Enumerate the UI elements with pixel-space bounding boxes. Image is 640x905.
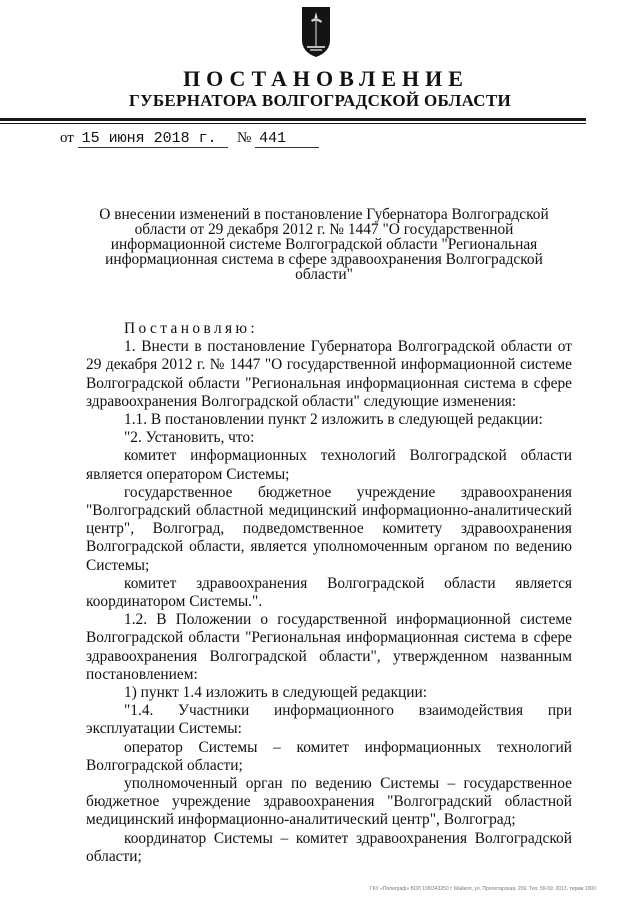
date-value: 15 июня 2018 г. <box>78 130 228 148</box>
subject-heading: О внесении изменений в постановление Губернатора Волгоградской области от 29 декабря 2012 г. № 1447 "О государственной информационной системе Волгоградской области "Региональная информационная система в сфере здравоохранения Волгоградской области" <box>99 206 549 283</box>
date-label: от <box>60 130 74 146</box>
header-rule-thin <box>0 123 586 124</box>
body-paragraph: уполномоченный орган по ведению Системы – государственное бюджетное учреждение здравоохранения "Волгоградский областной медицинский информационно-аналитический центр", Волгоград; <box>86 775 572 829</box>
number-value: 441 <box>255 130 319 148</box>
body-paragraph: 1.2. В Положении о государственной информационной системе Волгоградской области "Региональная информационная система в сфере здравоохранения Волгоградской области", утвержденном названным постановлением: <box>86 611 572 683</box>
document-subtitle: ГУБЕРНАТОРА ВОЛГОГРАДСКОЙ ОБЛАСТИ <box>128 91 512 110</box>
coat-of-arms-icon <box>301 6 331 58</box>
body-paragraph: 1.1. В постановлении пункт 2 изложить в следующей редакции: <box>124 411 543 429</box>
body-paragraph: 1. Внести в постановление Губернатора Волгоградской области от 29 декабря 2012 г. № 1447 "О государственной информационной системе Волгоградской области "Региональная информационная система в сфере здравоохранения Волгоградской области" следующие изменения: <box>86 338 572 410</box>
date-block <box>60 130 228 148</box>
body-paragraph: 1) пункт 1.4 изложить в следующей редакции: <box>124 684 428 702</box>
body-paragraph: комитет здравоохранения Волгоградской области является координатором Системы.". <box>86 574 572 611</box>
body-paragraph: "1.4. Участники информационного взаимодействия при эксплуатации Системы: <box>86 702 572 738</box>
header-rule-thick <box>0 118 586 121</box>
printer-imprint: ГКУ «Полиграф» ВОЛ 10/0343250 г. Майкоп, ул. Пролетарская, 209. Тел. 59-59. 2013. тираж 1000 <box>369 886 596 892</box>
body-paragraph: Постановляю: <box>124 320 259 337</box>
document-title: ПОСТАНОВЛЕНИЕ <box>183 66 469 91</box>
body-paragraph: координатор Системы – комитет здравоохранения Волгоградской области; <box>86 829 572 865</box>
body-paragraph: государственное бюджетное учреждение здравоохранения "Волгоградский областной медицинский информационно-аналитический центр", Волгоград, подведомственное комитету здравоохранения Волгоградской области, является уполномоченным органом по ведению Системы; <box>86 483 572 574</box>
number-block <box>237 130 319 148</box>
body-paragraph: комитет информационных технологий Волгоградской области является оператором Системы; <box>86 447 572 483</box>
number-label: № <box>237 130 252 146</box>
document-body <box>86 320 572 866</box>
body-paragraph: "2. Установить, что: <box>124 429 255 447</box>
body-paragraph: оператор Системы – комитет информационных технологий Волгоградской области; <box>86 738 572 774</box>
